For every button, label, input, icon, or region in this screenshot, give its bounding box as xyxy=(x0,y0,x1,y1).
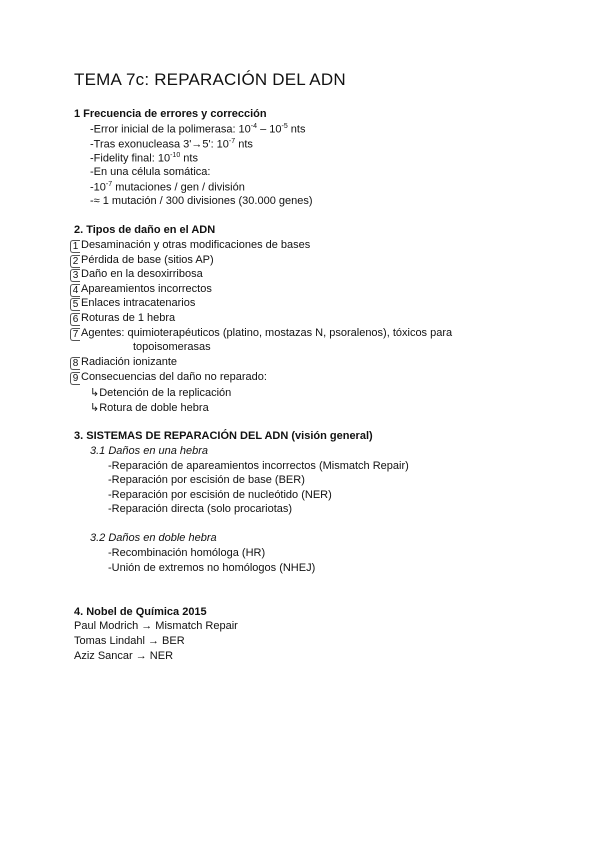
item-number: 2 xyxy=(70,255,80,268)
item-number: 7 xyxy=(70,328,80,341)
repair-item: -Reparación de apareamientos incorrectos (Mismatch Repair) xyxy=(108,460,409,472)
item-number: 5 xyxy=(70,298,80,311)
section1-item: -≈ 1 mutación / 300 divisiones (30.000 genes) xyxy=(90,195,313,207)
item-number: 8 xyxy=(70,357,80,370)
consequence-item: ↳Detención de la replicación xyxy=(90,387,232,399)
page-title: TEMA 7c: REPARACIÓN DEL ADN xyxy=(74,70,346,89)
damage-item: 9 Consecuencias del daño no reparado: xyxy=(70,371,267,385)
section1-item: $-10^{-7}$ mutaciones / gen / división xyxy=(90,181,245,194)
nobel-item: Paul Modrich → Mismatch Repair xyxy=(74,620,238,632)
subsection-label: 3.2 Daños en doble hebra xyxy=(90,532,217,544)
section3-heading: 3. SISTEMAS DE REPARACIÓN DEL ADN (visión general) xyxy=(74,430,373,442)
consequence-item: ↳Rotura de doble hebra xyxy=(90,402,209,414)
repair-item: -Reparación por escisión de nucleótido (NER) xyxy=(108,489,332,501)
section1-item: -Fidelity final: $10^{-10}$ nts xyxy=(90,152,198,165)
repair-item: -Reparación por escisión de base (BER) xyxy=(108,474,305,486)
section4-heading: 4. Nobel de Química 2015 xyxy=(74,606,207,618)
damage-item: 6 Roturas de 1 hebra xyxy=(70,312,175,326)
damage-item: 5 Enlaces intracatenarios xyxy=(70,297,195,311)
section1-item: -Tras exonucleasa 3'→5': $10^{-7}$ nts xyxy=(90,138,253,151)
damage-item: 2 Pérdida de base (sitios AP) xyxy=(70,254,214,268)
section1-heading: 1 Frecuencia de errores y corrección xyxy=(74,108,267,120)
damage-item: 4 Apareamientos incorrectos xyxy=(70,283,212,297)
item-number: 6 xyxy=(70,313,80,326)
damage-item: 8 Radiación ionizante xyxy=(70,356,177,370)
damage-item: 7 Agentes: quimioterapéuticos (platino, mostazas N, psoralenos), tóxicos para xyxy=(70,327,452,341)
repair-item: -Unión de extremos no homólogos (NHEJ) xyxy=(108,562,316,574)
repair-item: -Recombinación homóloga (HR) xyxy=(108,547,266,559)
item-number: 4 xyxy=(70,284,80,297)
nobel-item: Tomas Lindahl → BER xyxy=(74,635,185,647)
damage-item-continuation: topoisomerasas xyxy=(133,341,211,353)
section1-item: -Error inicial de la polimerasa: $10^{-4} - 10^{-5}$ nts xyxy=(90,123,306,136)
damage-item: 3 Daño en la desoxirribosa xyxy=(70,268,203,282)
damage-item: 1 Desaminación y otras modificaciones de bases xyxy=(70,239,310,253)
item-number: 3 xyxy=(70,269,80,282)
section1-item: -En una célula somática: xyxy=(90,166,211,178)
item-number: 9 xyxy=(70,372,80,385)
subsection-label: 3.1 Daños en una hebra xyxy=(90,445,209,457)
section2-heading: 2. Tipos de daño en el ADN xyxy=(74,224,216,236)
item-number: 1 xyxy=(70,240,80,253)
repair-item: -Reparación directa (solo procariotas) xyxy=(108,503,293,515)
nobel-item: Aziz Sancar → NER xyxy=(74,650,174,662)
